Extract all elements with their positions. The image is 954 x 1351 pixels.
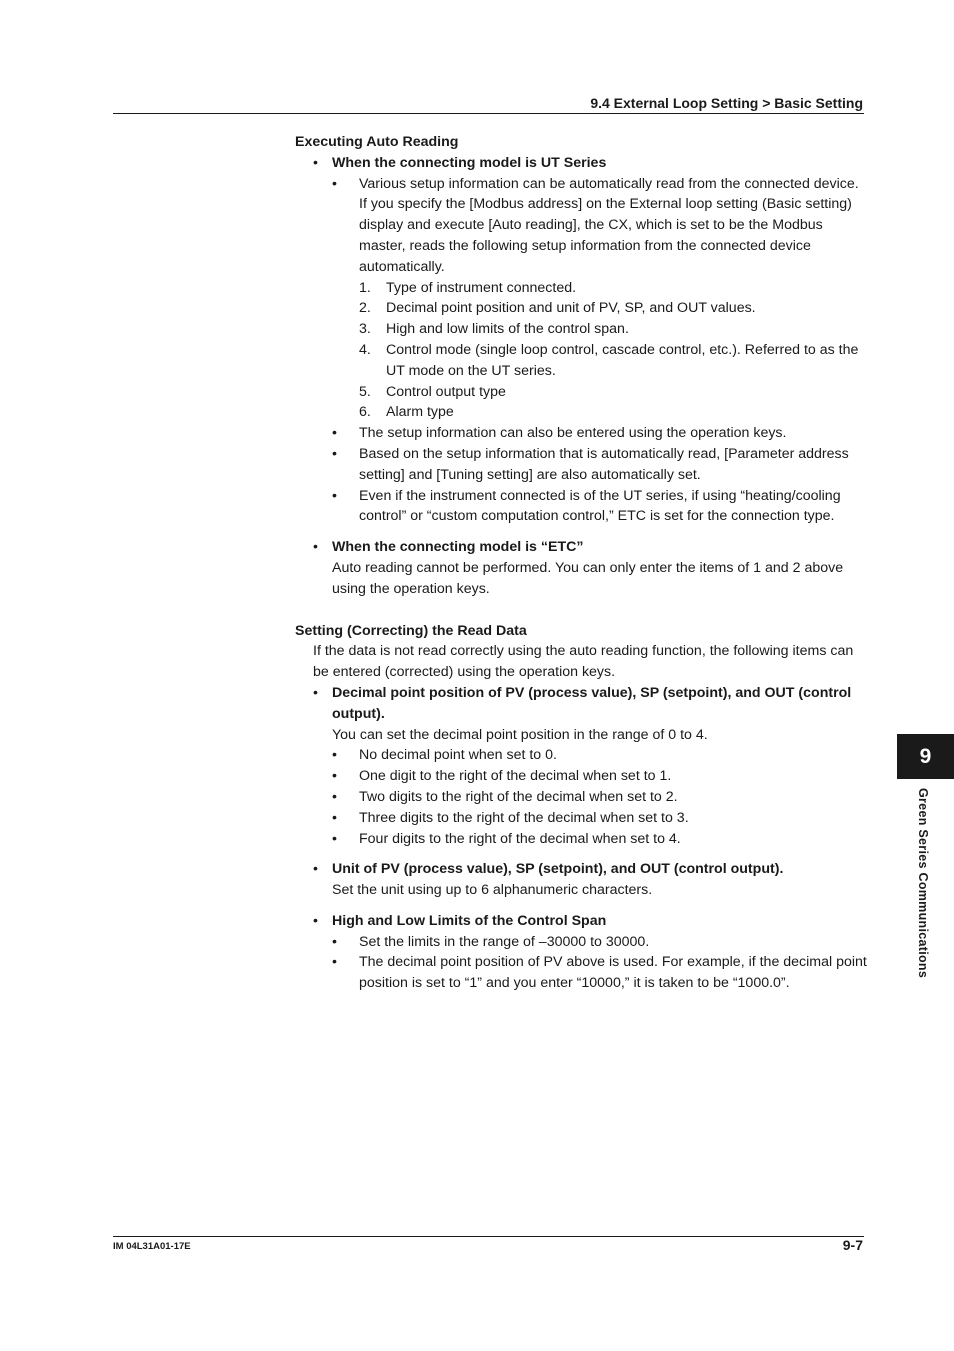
limits-item <box>295 952 867 994</box>
etc-bullet <box>295 537 867 558</box>
etc-text: Auto reading cannot be performed. You can only enter the items of 1 and 2 above using the operation keys. <box>332 559 844 597</box>
limits-title: High and Low Limits of the Control Span <box>332 912 607 929</box>
item-text: Alarm type <box>386 404 454 421</box>
numbered-item <box>295 298 867 319</box>
bullet-marker: • <box>332 175 337 192</box>
ut-note-text: Based on the setup information that is automatically read, [Parameter address setting] and [Tuning setting] are also automatically set. <box>359 445 849 483</box>
decimal-bullet <box>295 683 867 725</box>
bullet-marker: • <box>313 154 318 171</box>
decimal-item <box>295 766 867 787</box>
numbered-item <box>295 319 867 340</box>
decimal-item <box>295 808 867 829</box>
bullet-marker: • <box>332 445 337 462</box>
unit-text: Set the unit using up to 6 alphanumeric characters. <box>332 882 653 899</box>
unit-bullet <box>295 859 867 880</box>
numbered-item <box>295 402 867 423</box>
bullet-marker: • <box>332 425 337 442</box>
bullet-marker: • <box>332 954 337 971</box>
bullet-marker: • <box>332 487 337 504</box>
item-number: 2. <box>359 300 371 317</box>
bullet-marker: • <box>313 539 318 556</box>
chapter-number: 9 <box>919 744 932 768</box>
limits-item <box>295 932 867 953</box>
footer-rule <box>113 1236 864 1237</box>
item-text: Control mode (single loop control, cascade control, etc.). Referred to as the UT mode on the UT series. <box>386 341 859 379</box>
bullet-marker: • <box>332 933 337 950</box>
heading-auto-reading: Executing Auto Reading <box>295 134 459 150</box>
chapter-side-label: Green Series Communications <box>916 788 930 979</box>
bullet-marker: • <box>332 747 337 764</box>
item-number: 3. <box>359 321 371 338</box>
limits-bullet <box>295 911 867 932</box>
item-number: 5. <box>359 383 371 400</box>
bullet-marker: • <box>313 684 318 701</box>
page-content <box>295 132 867 994</box>
limits-item-text: The decimal point position of PV above is used. For example, if the decimal point position is set to “1” and you enter “10000,” it is taken to be “1000.0”. <box>359 954 867 992</box>
decimal-item <box>295 829 867 850</box>
decimal-item <box>295 745 867 766</box>
decimal-title: Decimal point position of PV (process value), SP (setpoint), and OUT (control output). <box>332 684 852 722</box>
numbered-item <box>295 278 867 299</box>
numbered-item <box>295 340 867 382</box>
item-number: 4. <box>359 341 371 358</box>
item-number: 1. <box>359 279 371 296</box>
header-rule <box>113 113 864 114</box>
unit-title: Unit of PV (process value), SP (setpoint), and OUT (control output). <box>332 861 784 878</box>
chapter-tab <box>897 734 954 779</box>
item-text: Control output type <box>386 383 506 400</box>
ut-series-bullet <box>295 153 867 174</box>
ut-series-title: When the connecting model is UT Series <box>332 154 607 171</box>
bullet-marker: • <box>332 830 337 847</box>
item-number: 6. <box>359 404 371 421</box>
ut-note-text: The setup information can also be entered using the operation keys. <box>359 425 787 442</box>
decimal-item-text: Four digits to the right of the decimal when set to 4. <box>359 830 681 847</box>
bullet-marker: • <box>332 809 337 826</box>
item-text: Decimal point position and unit of PV, SP, and OUT values. <box>386 300 756 317</box>
ut-note-text: Even if the instrument connected is of the UT series, if using “heating/cooling control” or “custom computation control,” ETC is set for the connection type. <box>359 487 841 525</box>
numbered-item <box>295 382 867 403</box>
ut-note-bullet <box>295 486 867 528</box>
bullet-marker: • <box>332 768 337 785</box>
decimal-item-text: Two digits to the right of the decimal when set to 2. <box>359 788 678 805</box>
decimal-item-text: No decimal point when set to 0. <box>359 747 557 764</box>
correcting-intro: If the data is not read correctly using the auto reading function, the following items can be entered (corrected) using the operation keys. <box>313 643 854 681</box>
item-text: Type of instrument connected. <box>386 279 577 296</box>
decimal-item <box>295 787 867 808</box>
decimal-item-text: One digit to the right of the decimal when set to 1. <box>359 768 672 785</box>
heading-correcting: Setting (Correcting) the Read Data <box>295 622 527 639</box>
bullet-marker: • <box>313 912 318 929</box>
ut-intro-text: Various setup information can be automatically read from the connected device. If you specify the [Modbus address] on the External loop setting (Basic setting) display and execute [Auto reading], the CX, which is set to be the Modbus master, reads the following setup information from the connected device automatically. <box>359 175 859 275</box>
bullet-marker: • <box>332 788 337 805</box>
bullet-marker: • <box>313 861 318 878</box>
document-id: IM 04L31A01-17E <box>113 1241 191 1252</box>
limits-item-text: Set the limits in the range of –30000 to 30000. <box>359 933 650 950</box>
ut-note-bullet <box>295 444 867 486</box>
decimal-item-text: Three digits to the right of the decimal when set to 3. <box>359 809 689 826</box>
etc-title: When the connecting model is “ETC” <box>332 539 584 556</box>
ut-intro-bullet <box>295 174 867 278</box>
section-header: 9.4 External Loop Setting > Basic Setting <box>590 95 863 111</box>
ut-note-bullet <box>295 423 867 444</box>
page-number: 9-7 <box>842 1237 863 1253</box>
decimal-text: You can set the decimal point position in the range of 0 to 4. <box>332 726 708 743</box>
item-text: High and low limits of the control span. <box>386 321 629 338</box>
